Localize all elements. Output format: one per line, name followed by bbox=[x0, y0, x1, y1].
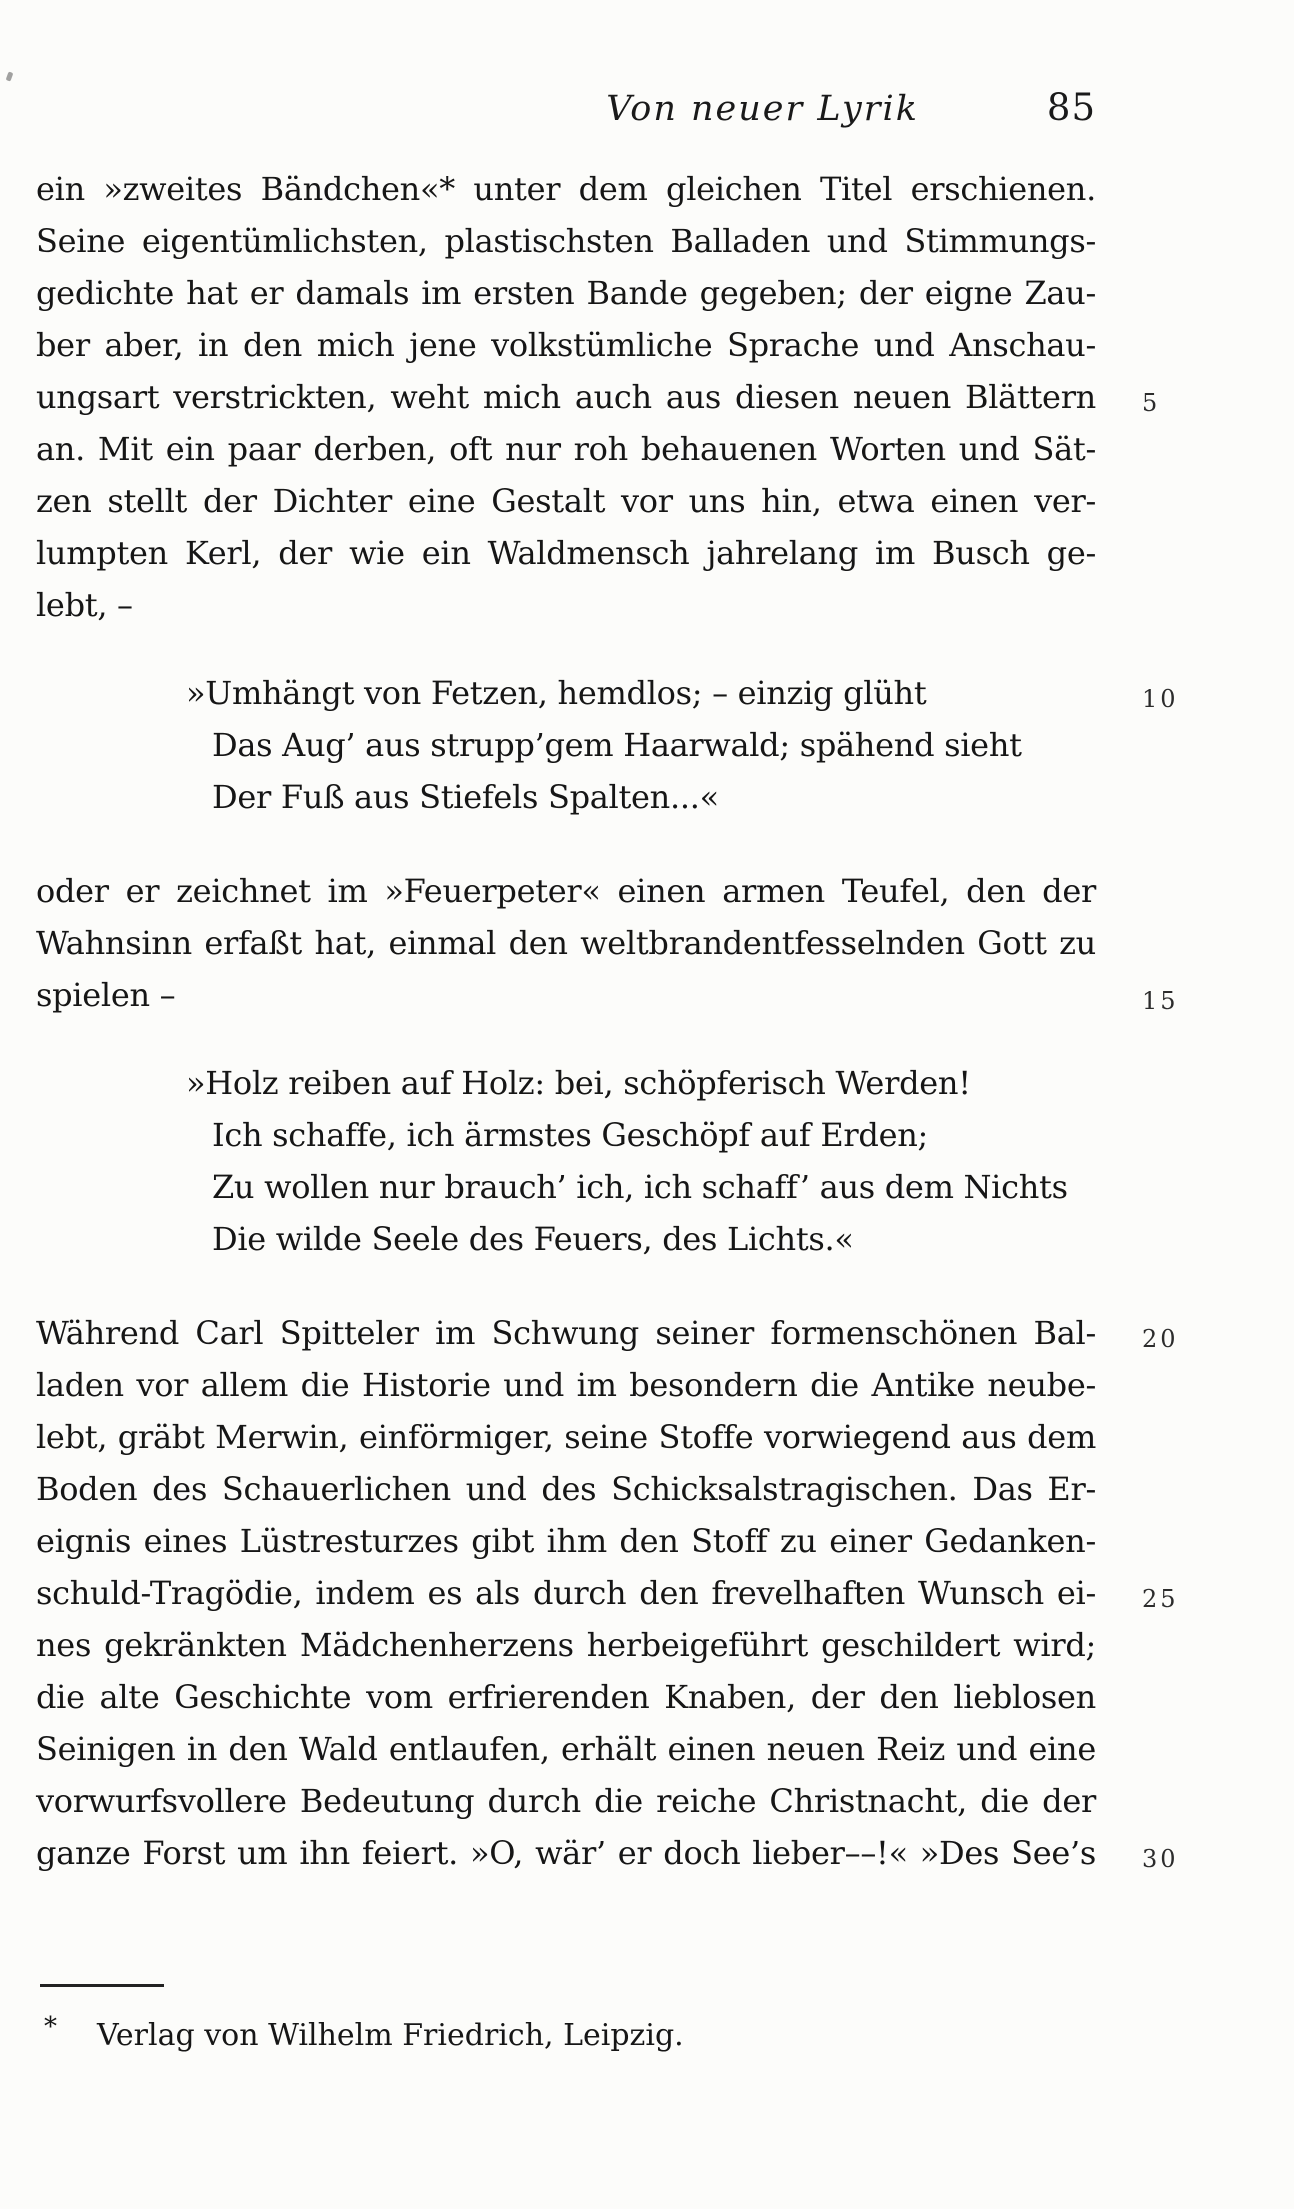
line-number: 20 bbox=[1142, 1325, 1179, 1353]
line-text: vorwurfsvollere Bedeutung durch die reiche Christnacht, die der bbox=[36, 1782, 1096, 1820]
text-line bbox=[36, 1671, 1096, 1723]
text-line bbox=[186, 771, 1096, 823]
page-number: 85 bbox=[1046, 86, 1096, 129]
line-text: die alte Geschichte vom erfrierenden Knaben, der den lieblosen bbox=[36, 1678, 1096, 1716]
text-line bbox=[186, 1109, 1096, 1161]
line-text: Während Carl Spitteler im Schwung seiner formenschönen Bal- bbox=[36, 1314, 1096, 1352]
line-number: 15 bbox=[1142, 987, 1179, 1015]
text-line bbox=[36, 917, 1096, 969]
text-line bbox=[36, 319, 1096, 371]
running-head bbox=[36, 86, 1096, 129]
line-text: »Holz reiben auf Holz: bei, schöpferisch Werden! bbox=[186, 1064, 971, 1102]
line-text: spielen – bbox=[36, 976, 176, 1014]
text-line bbox=[36, 1515, 1096, 1567]
line-number: 5 bbox=[1142, 389, 1161, 417]
text-line bbox=[186, 667, 1179, 719]
scan-artifact bbox=[6, 71, 14, 81]
text-line bbox=[36, 1307, 1179, 1359]
text-line bbox=[36, 969, 1179, 1021]
line-text: »Umhängt von Fetzen, hemdlos; – einzig glüht bbox=[186, 674, 927, 712]
line-text: lebt, gräbt Merwin, einförmiger, seine Stoffe vorwiegend aus dem bbox=[36, 1418, 1096, 1456]
footnote-divider bbox=[40, 1984, 164, 1987]
verse-block bbox=[186, 1057, 1096, 1265]
text-line bbox=[36, 865, 1096, 917]
line-text: lumpten Kerl, der wie ein Waldmensch jahrelang im Busch ge- bbox=[36, 534, 1096, 572]
verse-block bbox=[186, 667, 1179, 823]
text-line bbox=[36, 1723, 1096, 1775]
line-text: Ich schaffe, ich ärmstes Geschöpf auf Erden; bbox=[212, 1116, 929, 1154]
footnote bbox=[40, 2012, 1096, 2053]
text-line bbox=[36, 527, 1096, 579]
text-line bbox=[36, 215, 1096, 267]
line-text: Die wilde Seele des Feuers, des Lichts.« bbox=[212, 1220, 854, 1258]
text-line bbox=[36, 267, 1096, 319]
line-text: Seinigen in den Wald entlaufen, erhält einen neuen Reiz und eine bbox=[36, 1730, 1096, 1768]
line-text: zen stellt der Dichter eine Gestalt vor uns hin, etwa einen ver- bbox=[36, 482, 1096, 520]
footnote-text: Verlag von Wilhelm Friedrich, Leipzig. bbox=[97, 2018, 684, 2053]
text-line bbox=[36, 1775, 1096, 1827]
line-text: lebt, – bbox=[36, 586, 133, 624]
line-text: ber aber, in den mich jene volkstümliche Sprache und Anschau- bbox=[36, 326, 1096, 364]
line-text: Boden des Schauerlichen und des Schicksalstragischen. Das Er- bbox=[36, 1470, 1096, 1508]
text-line bbox=[36, 371, 1161, 423]
text-line bbox=[36, 1463, 1096, 1515]
line-text: oder er zeichnet im »Feuerpeter« einen armen Teufel, den der bbox=[36, 872, 1096, 910]
text-line bbox=[36, 1827, 1179, 1879]
line-text: ungsart verstrickten, weht mich auch aus diesen neuen Blättern bbox=[36, 378, 1096, 416]
line-text: eignis eines Lüstresturzes gibt ihm den Stoff zu einer Gedanken- bbox=[36, 1522, 1096, 1560]
line-number: 25 bbox=[1142, 1585, 1179, 1613]
text-line bbox=[36, 423, 1096, 475]
text-line bbox=[36, 163, 1096, 215]
line-text: Wahnsinn erfaßt hat, einmal den weltbrandentfesselnden Gott zu bbox=[36, 924, 1096, 962]
line-number: 10 bbox=[1142, 685, 1179, 713]
chapter-title: Von neuer Lyrik bbox=[606, 89, 919, 129]
line-text: Zu wollen nur brauch’ ich, ich schaff’ aus dem Nichts bbox=[212, 1168, 1068, 1206]
text-line bbox=[186, 1161, 1096, 1213]
line-number: 30 bbox=[1142, 1845, 1179, 1873]
text-line bbox=[186, 1057, 1096, 1109]
text-line bbox=[186, 1213, 1096, 1265]
line-text: laden vor allem die Historie und im besondern die Antike neube- bbox=[36, 1366, 1096, 1404]
footnote-marker: * bbox=[44, 2012, 57, 2042]
line-text: Seine eigentümlichsten, plastischsten Balladen und Stimmungs- bbox=[36, 222, 1096, 260]
text-line bbox=[36, 475, 1096, 527]
paragraph-block bbox=[36, 163, 1161, 631]
text-line bbox=[36, 1411, 1096, 1463]
text-line bbox=[36, 1619, 1096, 1671]
line-text: Der Fuß aus Stiefels Spalten...« bbox=[212, 778, 719, 816]
line-text: gedichte hat er damals im ersten Bande gegeben; der eigne Zau- bbox=[36, 274, 1096, 312]
text-line bbox=[186, 719, 1096, 771]
line-text: nes gekränkten Mädchenherzens herbeigeführt geschildert wird; bbox=[36, 1626, 1096, 1664]
line-text: schuld-Tragödie, indem es als durch den frevelhaften Wunsch ei- bbox=[36, 1574, 1096, 1612]
line-text: Das Aug’ aus strupp’gem Haarwald; spähend sieht bbox=[212, 726, 1022, 764]
text-line bbox=[36, 1359, 1096, 1411]
line-text: an. Mit ein paar derben, oft nur roh behauenen Worten und Sät- bbox=[36, 430, 1096, 468]
line-text: ganze Forst um ihn feiert. »O, wär’ er doch lieber––!« »Des See’s bbox=[36, 1834, 1096, 1872]
paragraph-block bbox=[36, 1307, 1179, 1879]
text-line bbox=[36, 1567, 1179, 1619]
line-text: ein »zweites Bändchen«* unter dem gleichen Titel erschienen. bbox=[36, 170, 1096, 208]
text-column bbox=[36, 163, 1179, 1879]
paragraph-block bbox=[36, 865, 1179, 1021]
text-line bbox=[36, 579, 1096, 631]
